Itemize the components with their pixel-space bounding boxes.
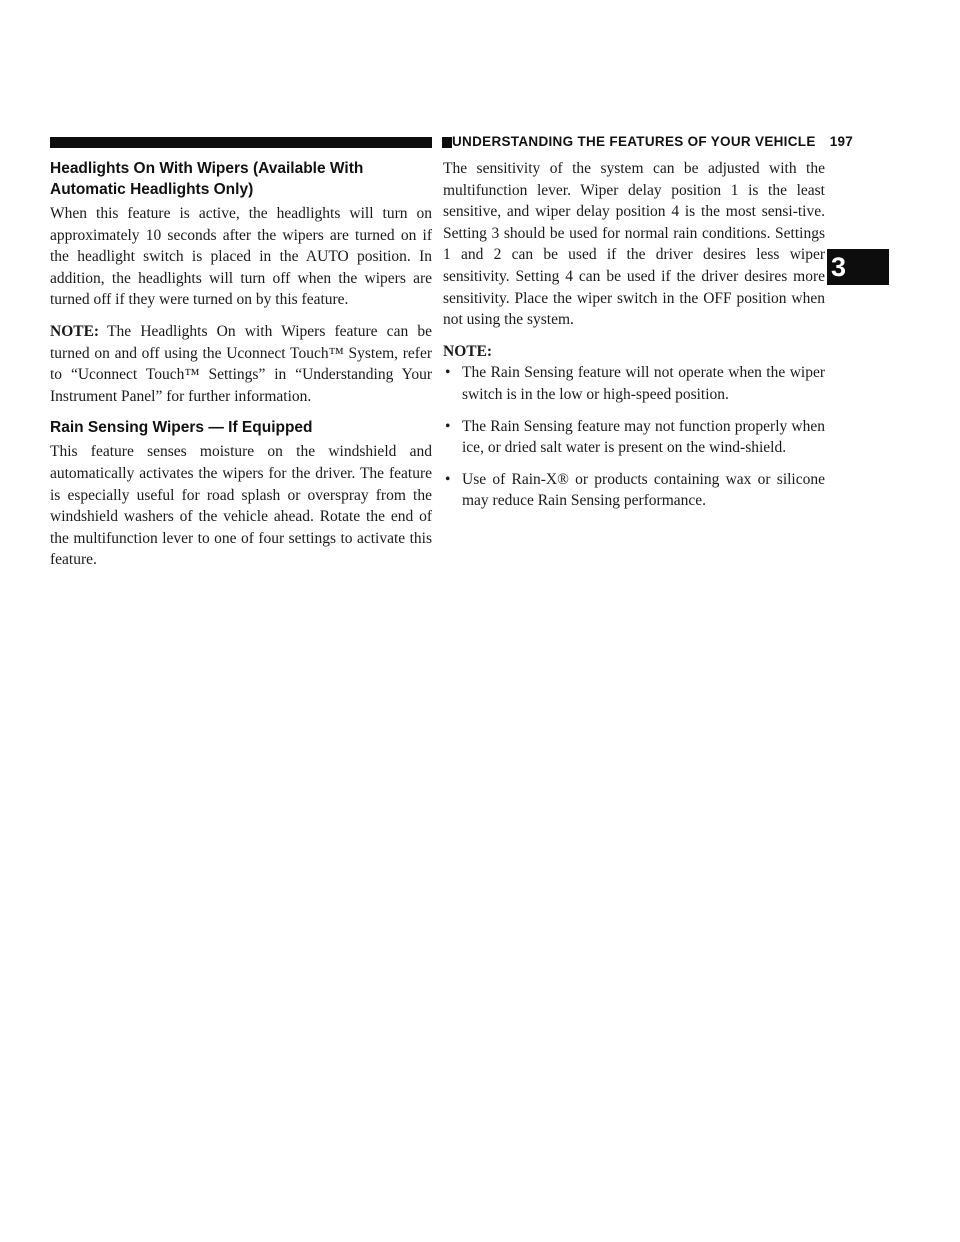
note-label: NOTE: <box>50 322 100 340</box>
note-text: The Headlights On with Wipers feature can be turned on and off using the Uconnect Touch™ System, refer to “Uconnect Touch™ Settings” in “Understanding Your Instrument Panel” for further information. <box>50 322 432 405</box>
note-label: NOTE: <box>443 342 493 360</box>
paragraph-rain-sensing-wipers: This feature senses moisture on the windshield and automatically activates the wipers for the driver. The feature is especially useful for road splash or overspray from the windshield washers of the vehicle ahead. Rotate the end of the multifunction lever to one of four settings to activate this feature. <box>50 443 432 569</box>
header-rule-gap <box>432 137 442 148</box>
note-bullet-list <box>443 362 825 512</box>
running-header <box>452 131 862 153</box>
right-column <box>443 158 825 522</box>
list-item-text: Use of Rain-X® or products containing wax or silicone may reduce Rain Sensing performance. <box>462 470 825 510</box>
section-heading-rain-sensing-wipers: Rain Sensing Wipers — If Equipped <box>50 419 313 437</box>
left-column <box>50 158 432 581</box>
bullet-icon: • <box>445 470 451 488</box>
paragraph-headlights-on-with-wipers: When this feature is active, the headlights will turn on approximately 10 seconds after the wipers are turned on if the headlight switch is placed in the AUTO position. In addition, the headlights will turn off when the wipers are turned off if they were turned on by this feature. <box>50 205 432 309</box>
list-item <box>443 469 825 512</box>
running-header-title: UNDERSTANDING THE FEATURES OF YOUR VEHICLE <box>452 134 816 149</box>
list-item <box>443 362 825 405</box>
chapter-number: 3 <box>831 252 847 282</box>
chapter-tab <box>827 249 889 285</box>
section-heading-headlights-on-with-wipers: Headlights On With Wipers (Available With Automatic Headlights Only) <box>50 160 364 198</box>
bullet-icon: • <box>445 364 451 382</box>
list-item <box>443 416 825 459</box>
page-number: 197 <box>829 134 854 149</box>
list-item-text: The Rain Sensing feature may not function properly when ice, or dried salt water is present on the wind-shield. <box>462 417 825 457</box>
note-headlights-on-with-wipers <box>50 321 432 407</box>
bullet-icon: • <box>445 417 451 435</box>
paragraph-sensitivity: The sensitivity of the system can be adjusted with the multifunction lever. Wiper delay position 1 is the least sensitive, and wiper delay position 4 is the most sensi-tive. Setting 3 should be used for normal rain conditions. Settings 1 and 2 can be used if the driver desires less wiper sensitivity. Setting 4 can be used if the driver desires more sensitivity. Place the wiper switch in the OFF position when not using the system. <box>443 160 825 329</box>
list-item-text: The Rain Sensing feature will not operate when the wiper switch is in the low or high-speed position. <box>462 364 825 403</box>
